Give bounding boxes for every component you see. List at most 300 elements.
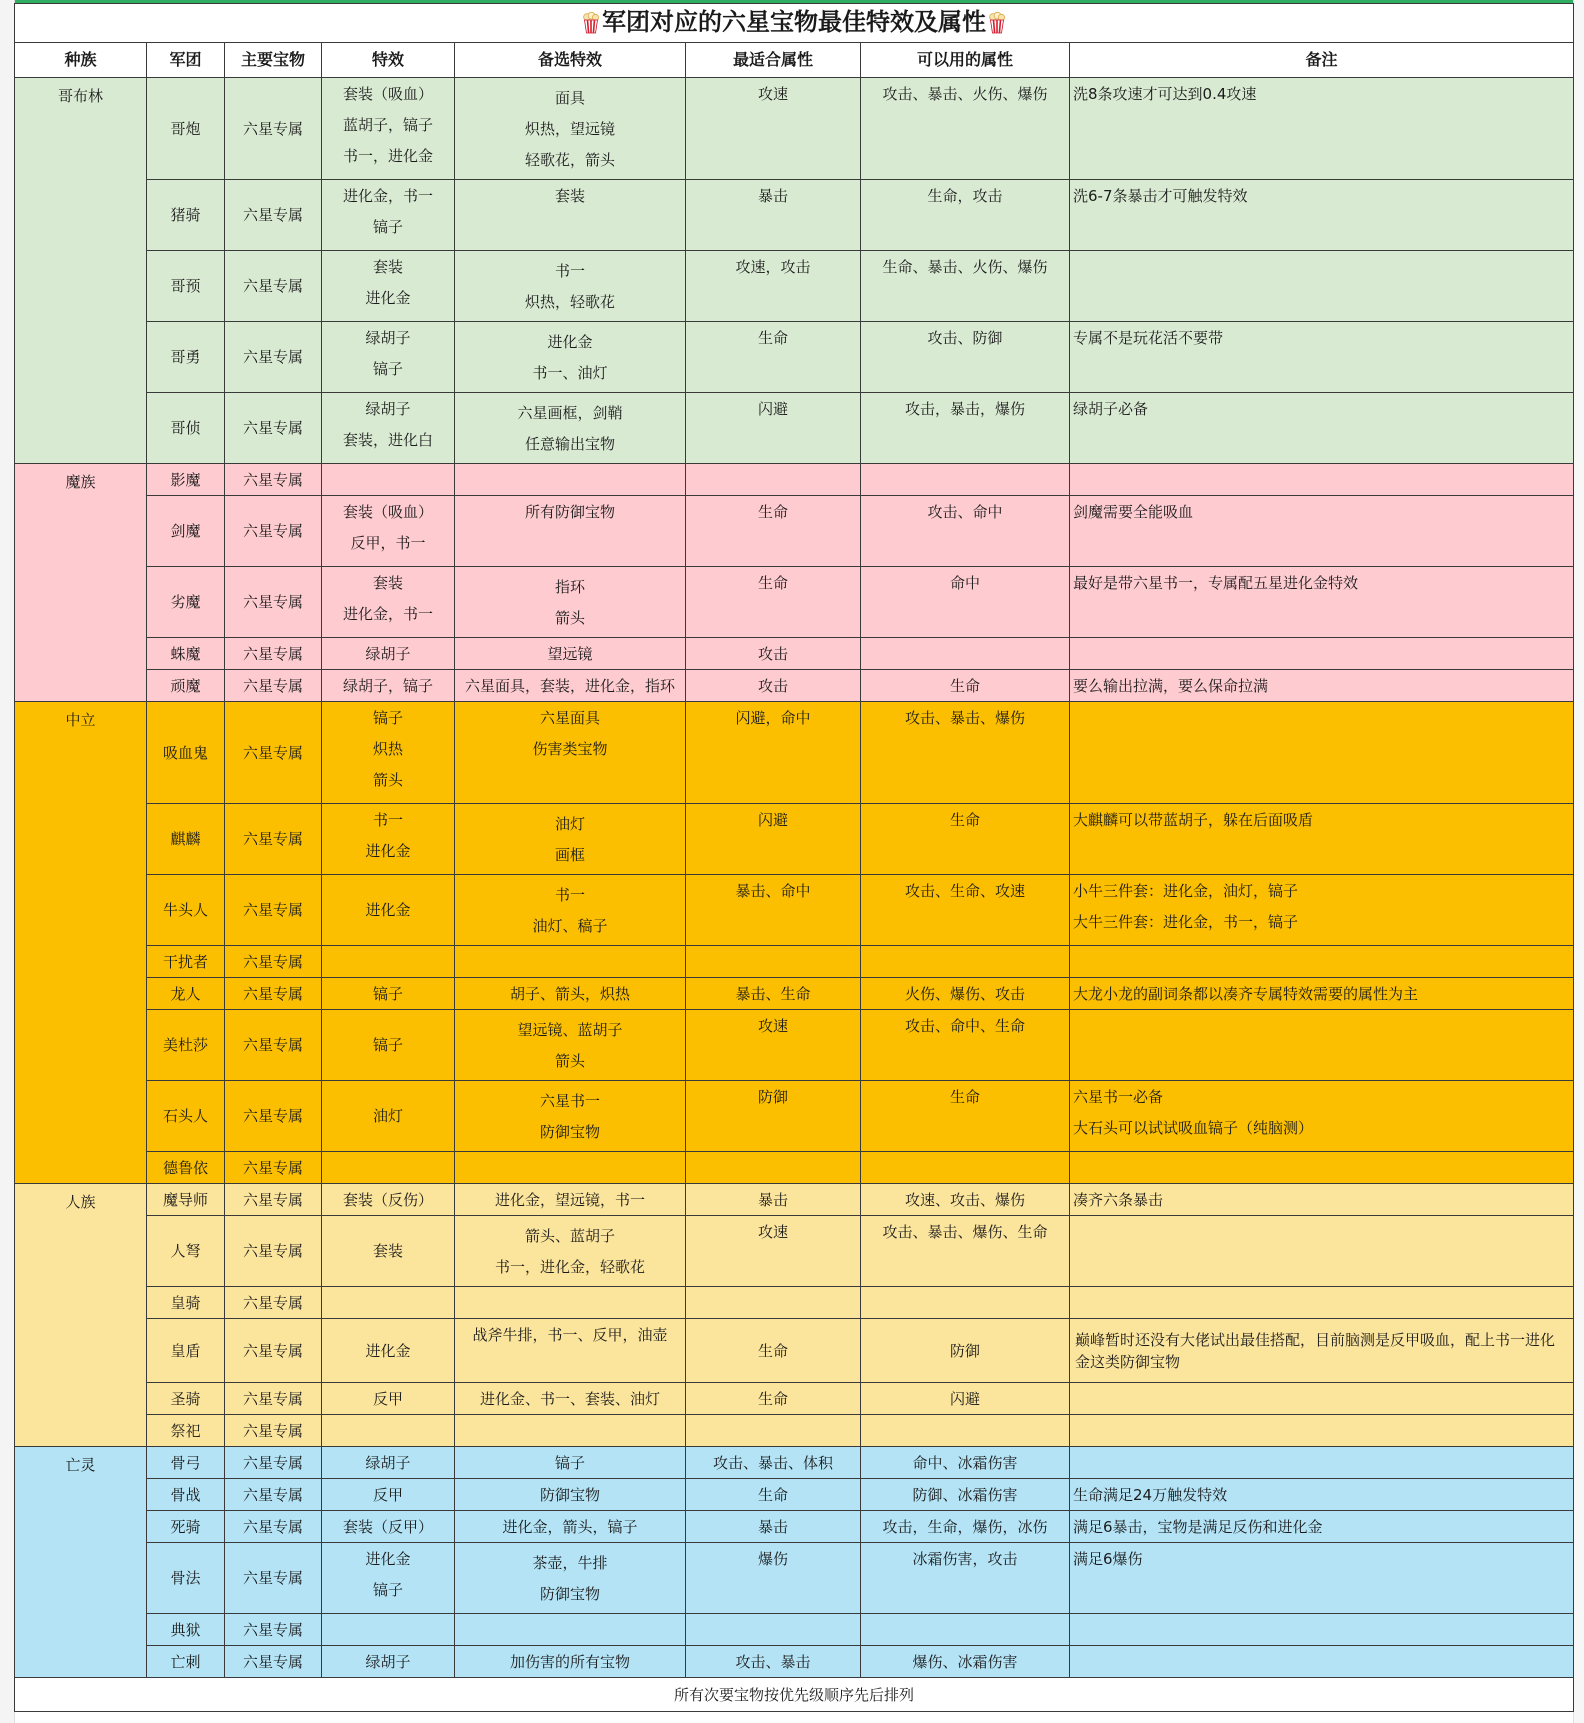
main-treasure-cell[interactable]: [225, 1184, 322, 1216]
alt-effect-cell[interactable]: [455, 251, 686, 322]
note-cell[interactable]: [1070, 251, 1574, 322]
note-cell[interactable]: [1070, 78, 1574, 180]
usable-attribute-cell[interactable]: [861, 702, 1070, 804]
legion-cell[interactable]: [147, 322, 225, 393]
effect-cell[interactable]: [322, 464, 455, 496]
legion-cell[interactable]: [147, 1081, 225, 1152]
alt-effect-line: 茶壶，牛排: [532, 1553, 608, 1572]
header-alt-effect[interactable]: 备选特效: [455, 43, 686, 78]
effect-cell[interactable]: [322, 1479, 455, 1511]
table-row: [15, 78, 1574, 180]
table-row: [15, 670, 1574, 702]
best-attribute-text: 暴击: [757, 187, 788, 205]
best-attribute-cell[interactable]: [686, 180, 861, 251]
note-cell[interactable]: [1070, 804, 1574, 875]
note-cell[interactable]: [1070, 1287, 1574, 1319]
legion-cell[interactable]: [147, 1415, 225, 1447]
main-treasure-text: 六星专属: [242, 206, 303, 224]
table-row: [15, 1184, 1574, 1216]
effect-cell[interactable]: [322, 322, 455, 393]
race-label: 亡灵: [65, 1456, 96, 1474]
effect-line: 绿胡子: [365, 399, 411, 418]
main-treasure-cell[interactable]: [225, 464, 322, 496]
race-cell[interactable]: [15, 1184, 147, 1447]
main-treasure-cell[interactable]: [225, 1646, 322, 1678]
note-cell[interactable]: [1070, 322, 1574, 393]
legion-cell[interactable]: [147, 496, 225, 567]
legion-cell[interactable]: [147, 567, 225, 638]
legion-cell[interactable]: [147, 670, 225, 702]
effect-cell[interactable]: [322, 180, 455, 251]
alt-effect-line: 油灯: [554, 814, 585, 833]
usable-attribute-cell[interactable]: [861, 1081, 1070, 1152]
best-attribute-cell[interactable]: [686, 1479, 861, 1511]
alt-effect-cell[interactable]: [455, 78, 686, 180]
usable-attribute-cell[interactable]: [861, 1010, 1070, 1081]
main-treasure-cell[interactable]: [225, 1447, 322, 1479]
main-treasure-cell[interactable]: [225, 1152, 322, 1184]
table-row: [15, 567, 1574, 638]
main-treasure-cell[interactable]: [225, 804, 322, 875]
race-cell[interactable]: [15, 1447, 147, 1678]
note-cell[interactable]: [1070, 393, 1574, 464]
note-cell[interactable]: [1070, 180, 1574, 251]
main-treasure-text: 六星专属: [242, 830, 303, 848]
alt-effect-line: 防御宝物: [539, 1122, 600, 1141]
table-row: [15, 1081, 1574, 1152]
main-treasure-cell[interactable]: [225, 1319, 322, 1383]
best-attribute-cell[interactable]: [686, 464, 861, 496]
best-attribute-cell[interactable]: [686, 496, 861, 567]
note-cell[interactable]: [1070, 1184, 1574, 1216]
effect-cell[interactable]: [322, 1081, 455, 1152]
usable-attribute-text: 攻击、生命、攻速: [904, 882, 1025, 900]
alt-effect-cell[interactable]: [455, 1010, 686, 1081]
usable-attribute-cell[interactable]: [861, 567, 1070, 638]
sheet-title-cell[interactable]: [15, 4, 1574, 43]
note-line: 生命满足24万触发特效: [1073, 1485, 1228, 1504]
sheet-title: 军团对应的六星宝物最佳特效及属性: [602, 8, 986, 36]
main-treasure-cell[interactable]: [225, 1081, 322, 1152]
header-usable-attribute[interactable]: 可以用的属性: [861, 43, 1070, 78]
usable-attribute-cell[interactable]: [861, 78, 1070, 180]
alt-effect-cell[interactable]: [455, 1152, 686, 1184]
alt-effect-line: 画框: [554, 845, 585, 864]
best-attribute-cell[interactable]: [686, 1216, 861, 1287]
effect-line: 镐子: [372, 217, 403, 236]
alt-effect-cell[interactable]: [455, 1216, 686, 1287]
effect-cell[interactable]: [322, 1287, 455, 1319]
usable-attribute-cell[interactable]: [861, 180, 1070, 251]
table-row: [15, 1319, 1574, 1383]
main-treasure-cell[interactable]: [225, 1415, 322, 1447]
main-treasure-cell[interactable]: [225, 670, 322, 702]
usable-attribute-text: 攻击，暴击，爆伤: [904, 400, 1025, 418]
best-attribute-cell[interactable]: [686, 875, 861, 946]
alt-effect-cell[interactable]: [455, 875, 686, 946]
main-treasure-text: 六星专属: [242, 593, 303, 611]
legion-text: 哥侦: [170, 419, 201, 437]
effect-cell[interactable]: [322, 670, 455, 702]
alt-effect-line: 面具: [554, 88, 585, 107]
alt-effect-cell[interactable]: [455, 1511, 686, 1543]
effect-cell[interactable]: [322, 251, 455, 322]
alt-effect-line: 轻歌花，箭头: [524, 150, 615, 169]
effect-cell[interactable]: [322, 804, 455, 875]
alt-effect-line: 书一: [554, 261, 585, 280]
note-cell[interactable]: [1070, 1646, 1574, 1678]
header-main-treasure[interactable]: 主要宝物: [225, 43, 322, 78]
legion-cell[interactable]: [147, 1447, 225, 1479]
best-attribute-cell[interactable]: [686, 1152, 861, 1184]
effect-cell[interactable]: [322, 1543, 455, 1614]
best-attribute-text: 闪避: [757, 811, 788, 829]
usable-attribute-cell[interactable]: [861, 1614, 1070, 1646]
main-treasure-text: 六星专属: [242, 901, 303, 919]
effect-cell[interactable]: [322, 1184, 455, 1216]
alt-effect-cell[interactable]: [455, 702, 686, 804]
usable-attribute-cell[interactable]: [861, 1447, 1070, 1479]
note-cell[interactable]: [1070, 1152, 1574, 1184]
main-treasure-cell[interactable]: [225, 496, 322, 567]
effect-line: 反甲，书一: [350, 533, 426, 552]
note-cell[interactable]: [1070, 978, 1574, 1010]
note-cell[interactable]: [1070, 875, 1574, 946]
usable-attribute-cell[interactable]: [861, 978, 1070, 1010]
usable-attribute-cell[interactable]: [861, 1511, 1070, 1543]
usable-attribute-text: 攻击、命中: [927, 503, 1003, 521]
main-treasure-cell[interactable]: [225, 875, 322, 946]
note-cell[interactable]: [1070, 670, 1574, 702]
legion-cell[interactable]: [147, 946, 225, 978]
best-attribute-cell[interactable]: [686, 1010, 861, 1081]
alt-effect-cell[interactable]: [455, 1184, 686, 1216]
effect-cell[interactable]: [322, 1511, 455, 1543]
table-row: [15, 496, 1574, 567]
legion-cell[interactable]: [147, 1511, 225, 1543]
usable-attribute-cell[interactable]: [861, 1152, 1070, 1184]
table-row: [15, 875, 1574, 946]
main-treasure-text: 六星专属: [242, 644, 303, 663]
main-treasure-cell[interactable]: [225, 1479, 322, 1511]
best-attribute-cell[interactable]: [686, 1614, 861, 1646]
legion-cell[interactable]: [147, 1383, 225, 1415]
legion-text: 猪骑: [170, 206, 201, 224]
best-attribute-cell[interactable]: [686, 804, 861, 875]
best-attribute-cell[interactable]: [686, 1184, 861, 1216]
best-attribute-cell[interactable]: [686, 978, 861, 1010]
note-cell[interactable]: [1070, 567, 1574, 638]
legion-cell[interactable]: [147, 464, 225, 496]
header-effect[interactable]: 特效: [322, 43, 455, 78]
legion-cell[interactable]: [147, 1287, 225, 1319]
table-row: [15, 1543, 1574, 1614]
effect-cell[interactable]: [322, 393, 455, 464]
header-best-attribute[interactable]: 最适合属性: [686, 43, 861, 78]
note-cell[interactable]: [1070, 464, 1574, 496]
legion-cell[interactable]: [147, 702, 225, 804]
note-cell[interactable]: [1070, 1081, 1574, 1152]
usable-attribute-cell[interactable]: [861, 875, 1070, 946]
usable-attribute-cell[interactable]: [861, 1216, 1070, 1287]
effect-cell[interactable]: [322, 638, 455, 670]
footer-note-cell[interactable]: [15, 1678, 1574, 1712]
alt-effect-cell[interactable]: [455, 496, 686, 567]
note-cell[interactable]: [1070, 1383, 1574, 1415]
legion-cell[interactable]: [147, 78, 225, 180]
usable-attribute-cell[interactable]: [861, 464, 1070, 496]
note-cell[interactable]: [1070, 1010, 1574, 1081]
usable-attribute-cell[interactable]: [861, 1479, 1070, 1511]
table-row: [15, 251, 1574, 322]
effect-cell[interactable]: [322, 1415, 455, 1447]
note-cell[interactable]: [1070, 1319, 1574, 1383]
main-treasure-cell[interactable]: [225, 78, 322, 180]
usable-attribute-cell[interactable]: [861, 1543, 1070, 1614]
note-line: 巅峰暂时还没有大佬试出最佳搭配，目前脑测是反甲吸血，配上书一进化金这类防御宝物: [1075, 1330, 1556, 1371]
main-treasure-cell[interactable]: [225, 978, 322, 1010]
usable-attribute-cell[interactable]: [861, 496, 1070, 567]
alt-effect-cell[interactable]: [455, 180, 686, 251]
alt-effect-line: 炽热，望远镜: [524, 119, 615, 138]
alt-effect-line: 进化金，望远镜，书一: [494, 1190, 645, 1209]
best-attribute-cell[interactable]: [686, 702, 861, 804]
alt-effect-cell[interactable]: [455, 1447, 686, 1479]
alt-effect-line: 战斧牛排，书一、反甲，油壶: [472, 1325, 668, 1344]
effect-cell[interactable]: [322, 496, 455, 567]
effect-cell[interactable]: [322, 1152, 455, 1184]
legion-text: 牛头人: [162, 901, 208, 919]
effect-cell[interactable]: [322, 1319, 455, 1383]
main-treasure-text: 六星专属: [242, 1190, 303, 1209]
best-attribute-cell[interactable]: [686, 1646, 861, 1678]
effect-cell[interactable]: [322, 875, 455, 946]
note-cell[interactable]: [1070, 1511, 1574, 1543]
effect-cell[interactable]: [322, 567, 455, 638]
alt-effect-cell[interactable]: [455, 1614, 686, 1646]
note-cell[interactable]: [1070, 1614, 1574, 1646]
alt-effect-line: 进化金，箭头，镐子: [502, 1517, 638, 1536]
best-attribute-cell[interactable]: [686, 1287, 861, 1319]
alt-effect-line: 六星面具，套装，进化金，指环: [464, 676, 675, 695]
best-attribute-cell[interactable]: [686, 567, 861, 638]
usable-attribute-cell[interactable]: [861, 1383, 1070, 1415]
legion-cell[interactable]: [147, 1646, 225, 1678]
effect-line: 套装，进化白: [342, 430, 433, 449]
header-note[interactable]: 备注: [1070, 43, 1574, 78]
legion-cell[interactable]: [147, 638, 225, 670]
alt-effect-line: 任意输出宝物: [524, 434, 615, 453]
note-line: 绿胡子必备: [1073, 399, 1149, 418]
best-attribute-cell[interactable]: [686, 1511, 861, 1543]
alt-effect-cell[interactable]: [455, 322, 686, 393]
alt-effect-cell[interactable]: [455, 1383, 686, 1415]
note-cell[interactable]: [1070, 702, 1574, 804]
effect-cell[interactable]: [322, 946, 455, 978]
legion-cell[interactable]: [147, 1319, 225, 1383]
legion-cell[interactable]: [147, 1010, 225, 1081]
race-label: 哥布林: [57, 87, 103, 105]
note-line: 剑魔需要全能吸血: [1073, 502, 1194, 521]
best-attribute-cell[interactable]: [686, 638, 861, 670]
alt-effect-cell[interactable]: [455, 464, 686, 496]
alt-effect-cell[interactable]: [455, 946, 686, 978]
effect-cell[interactable]: [322, 78, 455, 180]
main-treasure-cell[interactable]: [225, 946, 322, 978]
main-treasure-cell[interactable]: [225, 702, 322, 804]
legion-cell[interactable]: [147, 1543, 225, 1614]
legion-cell[interactable]: [147, 1152, 225, 1184]
table-row: [15, 1646, 1574, 1678]
note-cell[interactable]: [1070, 1415, 1574, 1447]
legion-cell[interactable]: [147, 393, 225, 464]
best-attribute-text: 生命: [757, 329, 788, 347]
note-cell[interactable]: [1070, 1447, 1574, 1479]
usable-attribute-cell[interactable]: [861, 251, 1070, 322]
alt-effect-cell[interactable]: [455, 1646, 686, 1678]
main-treasure-cell[interactable]: [225, 1511, 322, 1543]
main-treasure-cell[interactable]: [225, 1383, 322, 1415]
header-race[interactable]: 种族: [15, 43, 147, 78]
usable-attribute-cell[interactable]: [861, 670, 1070, 702]
legion-cell[interactable]: [147, 875, 225, 946]
table-row: [15, 1010, 1574, 1081]
legion-text: 皇盾: [170, 1341, 201, 1360]
table-row: [15, 180, 1574, 251]
main-treasure-cell[interactable]: [225, 393, 322, 464]
usable-attribute-cell[interactable]: [861, 322, 1070, 393]
legion-text: 蛛魔: [170, 644, 201, 663]
usable-attribute-cell[interactable]: [861, 393, 1070, 464]
effect-line: 书一: [372, 810, 403, 829]
table-row: [15, 1614, 1574, 1646]
legion-cell[interactable]: [147, 251, 225, 322]
effect-cell[interactable]: [322, 978, 455, 1010]
usable-attribute-cell[interactable]: [861, 946, 1070, 978]
effect-cell[interactable]: [322, 1447, 455, 1479]
main-treasure-cell[interactable]: [225, 1543, 322, 1614]
main-treasure-text: 六星专属: [242, 1242, 303, 1260]
usable-attribute-cell[interactable]: [861, 1287, 1070, 1319]
note-line: 大牛三件套：进化金，书一，镐子: [1073, 912, 1299, 931]
legion-cell[interactable]: [147, 1614, 225, 1646]
best-attribute-cell[interactable]: [686, 1319, 861, 1383]
main-treasure-cell[interactable]: [225, 1287, 322, 1319]
alt-effect-cell[interactable]: [455, 1543, 686, 1614]
legion-cell[interactable]: [147, 1184, 225, 1216]
race-cell[interactable]: [15, 464, 147, 702]
effect-cell[interactable]: [322, 1646, 455, 1678]
alt-effect-cell[interactable]: [455, 638, 686, 670]
effect-cell[interactable]: [322, 702, 455, 804]
alt-effect-cell[interactable]: [455, 393, 686, 464]
legion-cell[interactable]: [147, 804, 225, 875]
best-attribute-cell[interactable]: [686, 946, 861, 978]
effect-line: 镐子: [372, 1580, 403, 1599]
alt-effect-line: 书一: [554, 885, 585, 904]
effect-cell[interactable]: [322, 1614, 455, 1646]
main-treasure-cell[interactable]: [225, 1216, 322, 1287]
effect-cell[interactable]: [322, 1010, 455, 1081]
alt-effect-cell[interactable]: [455, 1319, 686, 1383]
legion-cell[interactable]: [147, 1216, 225, 1287]
alt-effect-line: 胡子、箭头，炽热: [509, 984, 630, 1003]
alt-effect-cell[interactable]: [455, 1415, 686, 1447]
effect-line: 油灯: [372, 1107, 403, 1125]
best-attribute-cell[interactable]: [686, 78, 861, 180]
main-treasure-cell[interactable]: [225, 251, 322, 322]
table-row: [15, 978, 1574, 1010]
main-treasure-cell[interactable]: [225, 1010, 322, 1081]
note-cell[interactable]: [1070, 496, 1574, 567]
best-attribute-cell[interactable]: [686, 1447, 861, 1479]
main-treasure-cell[interactable]: [225, 1614, 322, 1646]
legion-text: 剑魔: [170, 522, 201, 540]
best-attribute-cell[interactable]: [686, 670, 861, 702]
usable-attribute-cell[interactable]: [861, 1184, 1070, 1216]
legion-cell[interactable]: [147, 978, 225, 1010]
usable-attribute-cell[interactable]: [861, 1319, 1070, 1383]
main-treasure-text: 六星专属: [242, 1652, 303, 1671]
usable-attribute-cell[interactable]: [861, 638, 1070, 670]
note-cell[interactable]: [1070, 1216, 1574, 1287]
effect-cell[interactable]: [322, 1216, 455, 1287]
legion-cell[interactable]: [147, 180, 225, 251]
best-attribute-cell[interactable]: [686, 393, 861, 464]
usable-attribute-cell[interactable]: [861, 1415, 1070, 1447]
best-attribute-cell[interactable]: [686, 1543, 861, 1614]
legion-text: 德鲁依: [162, 1158, 208, 1177]
note-cell[interactable]: [1070, 1543, 1574, 1614]
best-attribute-cell[interactable]: [686, 322, 861, 393]
note-cell[interactable]: [1070, 1479, 1574, 1511]
effect-line: 进化金，书一: [342, 186, 433, 205]
main-treasure-cell[interactable]: [225, 638, 322, 670]
best-attribute-text: 攻速: [757, 1017, 788, 1035]
race-cell[interactable]: [15, 78, 147, 464]
best-attribute-cell[interactable]: [686, 1415, 861, 1447]
best-attribute-cell[interactable]: [686, 251, 861, 322]
legion-cell[interactable]: [147, 1479, 225, 1511]
effect-line: 箭头: [372, 770, 403, 789]
effect-line: 绿胡子: [365, 328, 411, 347]
main-treasure-cell[interactable]: [225, 567, 322, 638]
treasure-table: [14, 3, 1574, 1712]
usable-attribute-text: 生命，攻击: [927, 187, 1003, 205]
best-attribute-cell[interactable]: [686, 1383, 861, 1415]
main-treasure-cell[interactable]: [225, 322, 322, 393]
effect-cell[interactable]: [322, 1383, 455, 1415]
usable-attribute-text: 生命: [949, 811, 980, 829]
main-treasure-text: 六星专属: [242, 984, 303, 1003]
alt-effect-cell[interactable]: [455, 1479, 686, 1511]
race-cell[interactable]: [15, 702, 147, 1184]
alt-effect-cell[interactable]: [455, 670, 686, 702]
alt-effect-cell[interactable]: [455, 978, 686, 1010]
main-treasure-text: 六星专属: [242, 1421, 303, 1440]
alt-effect-cell[interactable]: [455, 567, 686, 638]
header-legion[interactable]: 军团: [147, 43, 225, 78]
usable-attribute-cell[interactable]: [861, 1646, 1070, 1678]
note-cell[interactable]: [1070, 638, 1574, 670]
alt-effect-cell[interactable]: [455, 804, 686, 875]
alt-effect-cell[interactable]: [455, 1081, 686, 1152]
usable-attribute-cell[interactable]: [861, 804, 1070, 875]
alt-effect-cell[interactable]: [455, 1287, 686, 1319]
note-cell[interactable]: [1070, 946, 1574, 978]
best-attribute-cell[interactable]: [686, 1081, 861, 1152]
main-treasure-cell[interactable]: [225, 180, 322, 251]
